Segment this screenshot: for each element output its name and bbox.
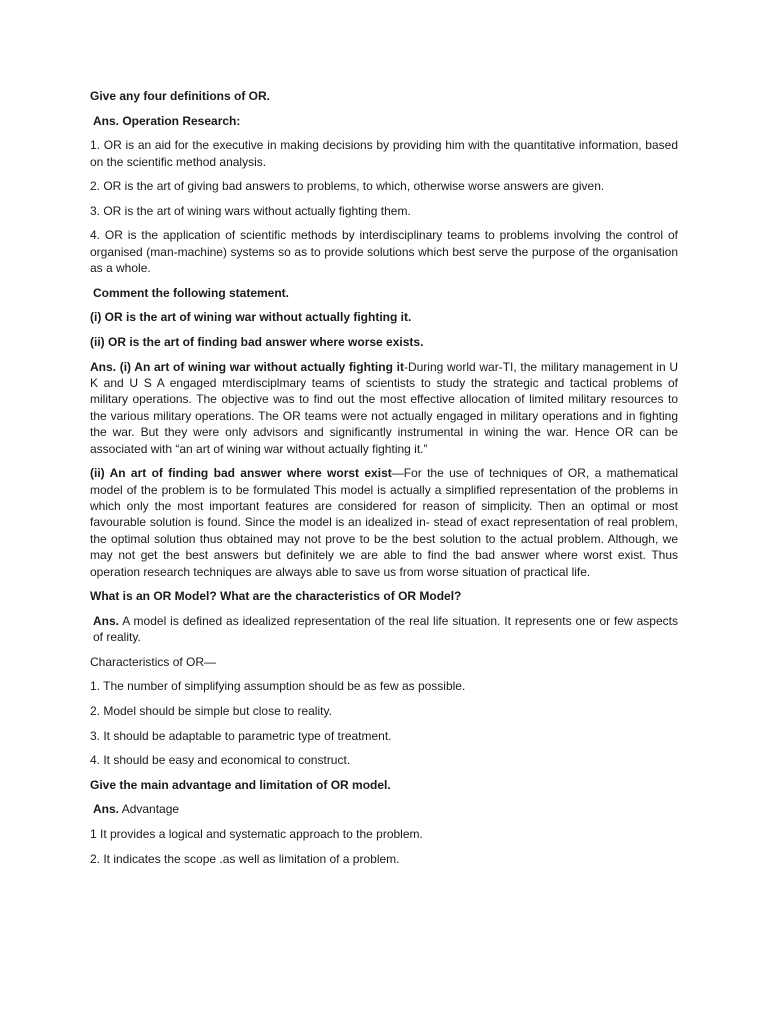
statement-item: (i) OR is the art of wining war without actually fighting it. [90,310,412,325]
answer-lead: Ans. [93,802,120,817]
answer-lead: Ans. [93,613,120,628]
characteristic-item: 2. Model should be simple but close to reality. [90,704,332,718]
answer-lead: Ans. (i) An art of wining war without actually fighting it [90,359,404,374]
answer-body: A model is defined as idealized representation of the real life situation. It represents one or few aspects of reality. [93,613,678,645]
document-page [90,88,678,875]
answer-paragraph [90,359,678,457]
answer-body: —For the use of techniques of OR, a mathematical model of the problem is to be formulated This model is actually a simplified representation of the problems in which only the most important features are considered for reason of simplicity. Then an optimal or most favourable solution is found. Since the model is an idealized in- stead of exact representation of real problem, the optimal solution thus obtained may not prove to be the best solution to the actual problem. Although, we may not get the best answers but definitely we are able to find the bad answer where worst exist. Thus operation research techniques are always able to save us from worse situation of practical life. [90,466,678,579]
characteristic-item: 1. The number of simplifying assumption should be as few as possible. [90,679,466,694]
question-heading: Give any four definitions of OR. [90,89,271,103]
answer-lead: (ii) An art of finding bad answer where worst exist [90,466,392,481]
definition-item: 3. OR is the art of wining wars without actually fighting them. [90,203,411,218]
definition-item: 1. OR is an aid for the executive in making decisions by providing him with the quantitative information, based on the scientific method analysis. [90,138,678,169]
characteristic-item: 4. It should be easy and economical to construct. [90,753,351,768]
answer-label: Ans. Operation Research: [93,113,241,128]
answer-paragraph [90,465,678,580]
answer-body: -During world war-TI, the military management in U K and U S A engaged mterdisciplmary teams of scientists to study the strategic and tactical problems of military operations. The objective was to find out the most effective allocation of limited military resources to the various military operations. The OR teams were not actually engaged in military operations and in fighting the war. But they were only advisors and significantly instrumental in wining the war. Hence OR can be associated with “an art of wining war without actually fighting it.” [90,359,678,456]
advantage-item: 2. It indicates the scope .as well as limitation of a problem. [90,851,400,866]
answer-paragraph [90,801,678,817]
question-heading: Give the main advantage and limitation of OR model. [90,777,391,792]
question-heading: What is an OR Model? What are the characteristics of OR Model? [90,589,462,604]
definition-item: 2. OR is the art of giving bad answers to problems, to which, otherwise worse answers are given. [90,179,605,194]
statement-item: (ii) OR is the art of finding bad answer where worse exists. [90,334,424,349]
characteristic-item: 3. It should be adaptable to parametric type of treatment. [90,728,392,743]
answer-paragraph [90,613,678,646]
answer-body: Advantage [119,802,180,817]
definition-item: 4. OR is the application of scientific methods by interdisciplinary teams to problems involving the control of organised (man-machine) systems so as to provide solutions which best serve the purpose of the organisation as a whole. [90,228,678,276]
question-heading: Comment the following statement. [93,285,290,300]
advantage-item: 1 It provides a logical and systematic approach to the problem. [90,826,423,841]
section-subheading: Characteristics of OR— [90,654,217,669]
